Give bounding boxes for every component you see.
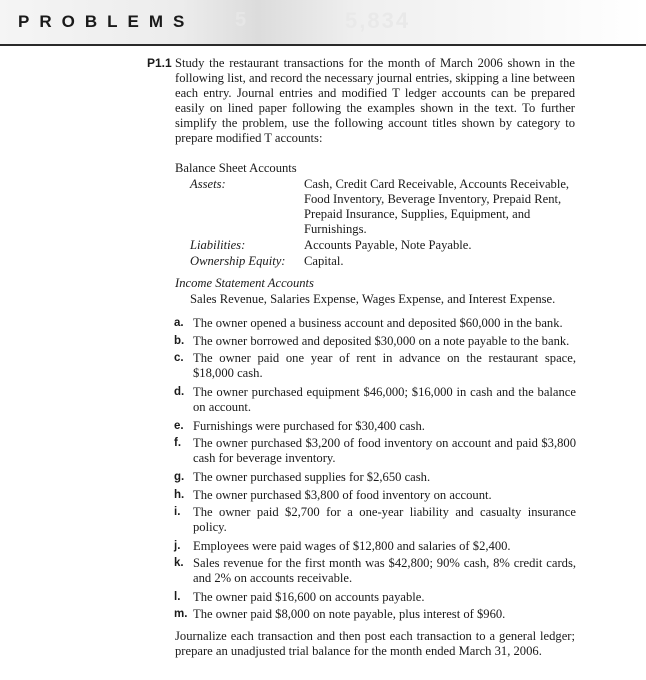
assets-label: Assets: xyxy=(190,177,226,191)
item-text: Employees were paid wages of $12,800 and salaries of $2,400. xyxy=(193,539,511,553)
item-text: The owner paid one year of rent in advance on the restaurant space, $18,000 cash. xyxy=(193,351,576,380)
problem-number: P1.1 xyxy=(147,56,172,70)
item-letter: m. xyxy=(174,608,188,620)
item-letter: a. xyxy=(174,317,184,329)
liabilities-accounts: Accounts Payable, Note Payable. xyxy=(304,238,472,252)
balance-sheet-heading: Balance Sheet Accounts xyxy=(175,161,297,175)
item-text: The owner purchased $3,800 of food inventory on account. xyxy=(193,488,492,502)
assets-accounts: Cash, Credit Card Receivable, Accounts Receivable, Food Inventory, Beverage Inventory, Prepaid Rent, Prepaid Insurance, Supplies, Equipment, and Furnishings. xyxy=(304,177,570,236)
item-text: The owner borrowed and deposited $30,000 on a note payable to the bank. xyxy=(193,334,570,348)
closing-instructions: Journalize each transaction and then post each transaction to a general ledger; prepare an unadjusted trial balance for the month ended March 31, 2006. xyxy=(175,629,575,658)
section-title: PROBLEMS xyxy=(18,12,195,31)
item-letter: g. xyxy=(174,471,185,483)
item-text: The owner paid $8,000 on note payable, plus interest of $960. xyxy=(193,607,506,621)
item-letter: c. xyxy=(174,352,184,364)
item-letter: j. xyxy=(174,540,181,552)
equity-accounts: Capital. xyxy=(304,254,344,268)
item-text: The owner purchased $3,200 of food inventory on account and paid $3,800 cash for beverage inventory. xyxy=(193,436,576,465)
item-letter: b. xyxy=(174,335,185,347)
item-letter: h. xyxy=(174,489,185,501)
item-text: The owner purchased supplies for $2,650 cash. xyxy=(193,470,431,484)
header-divider xyxy=(0,44,646,46)
item-letter: i. xyxy=(174,506,181,518)
item-letter: f. xyxy=(174,437,182,449)
income-statement-heading: Income Statement Accounts xyxy=(175,276,314,290)
income-statement-accounts: Sales Revenue, Salaries Expense, Wages Expense, and Interest Expense. xyxy=(190,292,556,306)
item-letter: d. xyxy=(174,386,185,398)
equity-label: Ownership Equity: xyxy=(190,254,286,268)
item-letter: l. xyxy=(174,591,181,603)
header-ghost-number-2: 5,834 xyxy=(345,8,411,33)
item-text: Sales revenue for the first month was $42,800; 90% cash, 8% credit cards, and 2% on accounts receivable. xyxy=(193,556,576,585)
item-letter: e. xyxy=(174,420,184,432)
item-text: The owner purchased equipment $46,000; $16,000 in cash and the balance on account. xyxy=(193,385,576,414)
item-text: Furnishings were purchased for $30,400 cash. xyxy=(193,419,425,433)
item-text: The owner paid $2,700 for a one-year liability and casualty insurance policy. xyxy=(193,505,576,534)
header-ghost-number: 5 xyxy=(235,9,249,31)
liabilities-label: Liabilities: xyxy=(190,238,246,252)
item-text: The owner opened a business account and deposited $60,000 in the bank. xyxy=(193,316,563,330)
item-text: The owner paid $16,600 on accounts payable. xyxy=(193,590,425,604)
problem-intro: Study the restaurant transactions for the month of March 2006 shown in the following list, and record the necessary journal entries, skipping a line between each entry. Journal entries and modified T ledger accounts can be prepared easily on lined paper following the examples shown in the text. To further simplify the problem, use the following account titles shown by category to prepare modified T accounts: xyxy=(175,56,575,145)
item-letter: k. xyxy=(174,557,184,569)
